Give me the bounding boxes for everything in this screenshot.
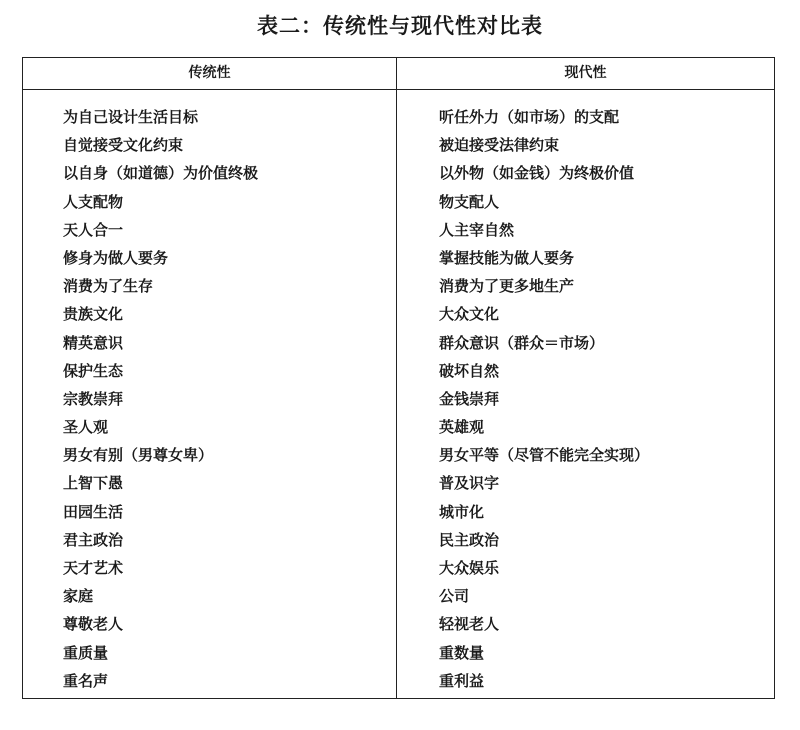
traditional-cell: 为自己设计生活目标 xyxy=(63,108,199,126)
traditional-cell: 君主政治 xyxy=(63,530,124,549)
modern-cell: 男女平等（尽管不能完全实现） xyxy=(439,446,650,465)
modern-cell: 消费为了更多地生产 xyxy=(439,277,575,296)
traditional-cell: 宗教崇拜 xyxy=(63,389,124,408)
modern-cell: 大众娱乐 xyxy=(439,559,500,577)
modern-cell: 普及识字 xyxy=(439,474,500,493)
modern-cell: 掌握技能为做人要务 xyxy=(439,248,575,267)
modern-cell: 人主宰自然 xyxy=(439,220,515,239)
modern-cell: 公司 xyxy=(439,587,470,606)
traditional-cell: 精英意识 xyxy=(63,333,124,352)
traditional-cell: 天才艺术 xyxy=(63,559,124,577)
traditional-cell: 修身为做人要务 xyxy=(63,248,169,267)
modern-cell: 金钱崇拜 xyxy=(439,389,500,408)
modern-cell: 轻视老人 xyxy=(439,615,500,634)
comparison-table xyxy=(22,57,775,699)
traditional-cell: 家庭 xyxy=(63,587,94,606)
modern-cell: 被迫接受法律约束 xyxy=(439,136,560,155)
traditional-cell: 消费为了生存 xyxy=(63,277,154,296)
header-modern: 现代性 xyxy=(564,65,607,81)
traditional-cell: 圣人观 xyxy=(63,418,109,437)
traditional-cell: 人支配物 xyxy=(63,192,124,211)
modern-column xyxy=(439,103,769,695)
traditional-cell: 保护生态 xyxy=(63,361,124,380)
modern-cell: 物支配人 xyxy=(439,192,500,211)
modern-cell: 破坏自然 xyxy=(439,361,500,380)
traditional-cell: 田园生活 xyxy=(63,502,124,521)
column-divider xyxy=(396,58,397,698)
modern-cell: 民主政治 xyxy=(439,530,500,549)
modern-cell: 重数量 xyxy=(439,643,485,662)
traditional-cell: 天人合一 xyxy=(63,220,124,239)
modern-cell: 大众文化 xyxy=(439,305,500,324)
traditional-cell: 上智下愚 xyxy=(63,474,124,493)
traditional-cell: 贵族文化 xyxy=(63,305,124,324)
traditional-cell: 以自身（如道德）为价值终极 xyxy=(63,164,259,183)
modern-cell: 英雄观 xyxy=(439,418,485,437)
traditional-cell: 尊敬老人 xyxy=(63,615,124,634)
traditional-cell: 男女有别（男尊女卑） xyxy=(63,446,214,465)
traditional-column xyxy=(63,103,383,695)
modern-cell: 听任外力（如市场）的支配 xyxy=(439,108,620,126)
traditional-cell: 重质量 xyxy=(63,643,109,662)
traditional-cell: 自觉接受文化约束 xyxy=(63,136,184,155)
modern-cell: 群众意识（群众＝市场） xyxy=(439,333,605,352)
header-traditional: 传统性 xyxy=(188,65,231,81)
table-header-row xyxy=(23,58,774,90)
traditional-cell: 重名声 xyxy=(63,671,109,690)
modern-cell: 以外物（如金钱）为终极价值 xyxy=(439,164,635,183)
page-title: 表二：传统性与现代性对比表 xyxy=(257,14,543,38)
modern-cell: 重利益 xyxy=(439,671,485,690)
modern-cell: 城市化 xyxy=(439,502,485,521)
